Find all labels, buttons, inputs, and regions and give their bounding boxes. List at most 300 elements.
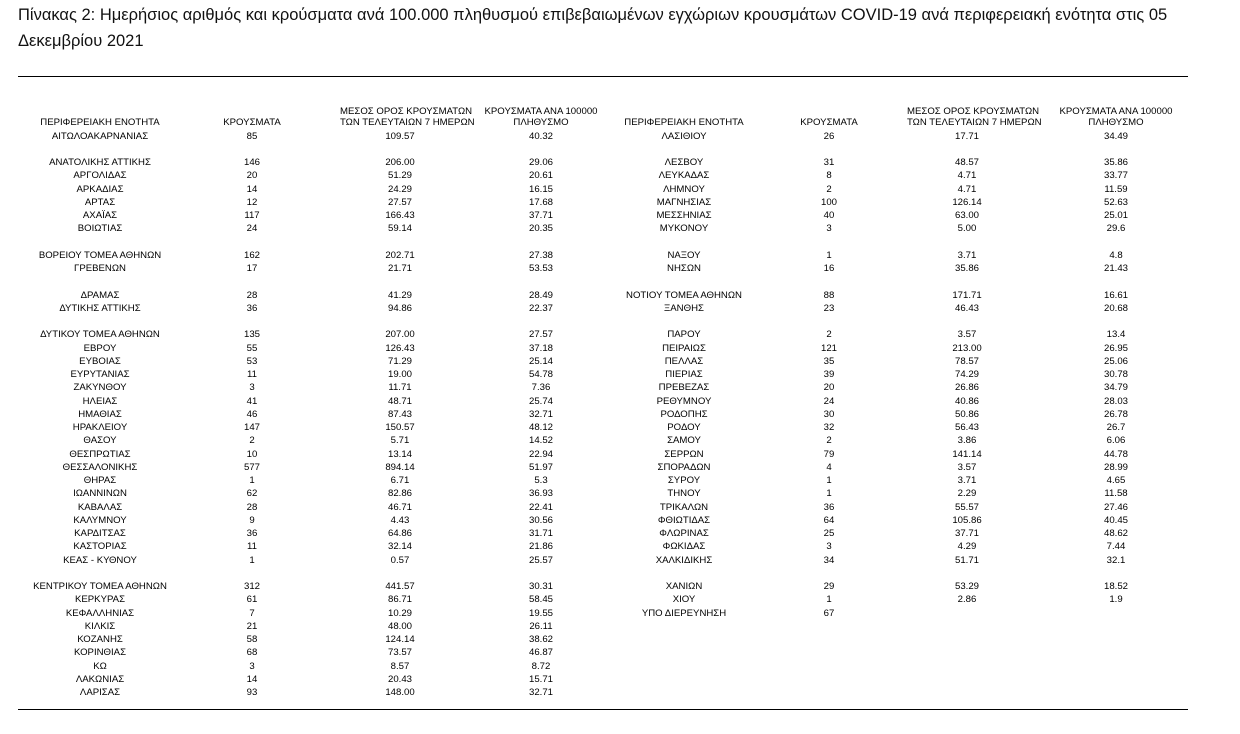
right-row-region: ΛΗΜΝΟΥ <box>663 183 705 195</box>
left-row-cases: 24 <box>246 223 258 235</box>
right-row-per100k: 27.46 <box>1103 501 1128 513</box>
right-row-region: ΦΩΚΙΔΑΣ <box>662 541 706 553</box>
right-row-cases: 2 <box>826 183 832 195</box>
right-row-avg7: 48.57 <box>954 157 979 168</box>
left-row-cases: 1 <box>249 475 255 486</box>
left-row-per100k: 21.86 <box>528 541 553 553</box>
right-row-avg7: 171.71 <box>952 289 982 301</box>
left-row-cases: 61 <box>246 594 258 606</box>
left-row-per100k: 19.55 <box>528 607 553 619</box>
right-row-cases: 4 <box>826 461 832 473</box>
left-row-per100k: 38.62 <box>528 634 553 645</box>
left-row-avg7: 0.57 <box>390 554 410 566</box>
right-header-cases <box>769 104 889 128</box>
left-row-avg7: 166.43 <box>385 210 415 221</box>
left-row-region: ΒΟΡΕΙΟΥ ΤΟΜΕΑ ΑΘΗΝΩΝ <box>38 249 162 261</box>
right-row-avg7: 2.29 <box>957 488 977 500</box>
header-line: ΤΩΝ ΤΕΛΕΥΤΑΙΩΝ 7 ΗΜΕΡΩΝ <box>340 117 475 128</box>
left-row-region: ΗΜΑΘΙΑΣ <box>78 408 122 420</box>
left-row-per100k: 22.37 <box>528 302 553 314</box>
right-row-region: ΝΑΞΟΥ <box>667 249 701 261</box>
left-row-per100k: 22.41 <box>528 501 553 513</box>
right-row-region: ΤΗΝΟΥ <box>667 488 701 500</box>
left-row-region: ΑΝΑΤΟΛΙΚΗΣ ΑΤΤΙΚΗΣ <box>49 157 151 168</box>
header-line: ΚΡΟΥΣΜΑΤΑ ΑΝΑ 100000 <box>1059 106 1173 117</box>
right-row-cases: 2 <box>826 435 832 447</box>
left-row-per100k: 28.49 <box>528 289 553 301</box>
left-row-per100k: 26.11 <box>529 620 553 632</box>
left-row-region: ΚΕΑΣ - ΚΥΘΝΟΥ <box>63 554 137 566</box>
right-row-cases: 20 <box>823 382 835 394</box>
right-row-cases: 24 <box>823 395 835 407</box>
left-row-avg7: 86.71 <box>387 594 412 606</box>
left-row-cases: 3 <box>249 660 255 672</box>
left-row-cases: 46 <box>246 408 258 420</box>
right-row-cases: 3 <box>826 541 832 553</box>
left-row-per100k: 51.97 <box>528 461 553 473</box>
left-row-region: ΚΑΡΔΙΤΣΑΣ <box>74 528 126 539</box>
left-row-avg7: 24.29 <box>387 183 412 195</box>
left-row-avg7: 894.14 <box>385 461 415 473</box>
right-row-avg7: 50.86 <box>954 408 979 420</box>
right-row-avg7: 3.57 <box>957 329 977 341</box>
right-row-per100k: 48.62 <box>1103 528 1128 539</box>
right-header-region <box>584 104 784 128</box>
left-row-cases: 147 <box>243 422 260 433</box>
left-row-per100k: 14.52 <box>528 435 553 447</box>
left-row-region: ΛΑΡΙΣΑΣ <box>79 687 121 698</box>
left-row-region: ΑΡΤΑΣ <box>84 196 116 208</box>
left-row-per100k: 25.57 <box>528 554 553 566</box>
right-row-cases: 121 <box>820 342 837 354</box>
right-row-region: ΣΕΡΡΩΝ <box>664 448 704 460</box>
right-row-region: ΝΗΣΩΝ <box>667 263 701 274</box>
header-line: ΚΡΟΥΣΜΑΤΑ <box>223 117 281 128</box>
left-row-avg7: 124.14 <box>385 634 415 645</box>
left-row-region: ΗΡΑΚΛΕΙΟΥ <box>72 422 128 433</box>
left-row-cases: 55 <box>246 342 258 354</box>
header-line: ΚΡΟΥΣΜΑΤΑ ΑΝΑ 100000 <box>484 106 598 117</box>
left-row-cases: 2 <box>249 435 255 447</box>
left-row-cases: 146 <box>243 157 260 168</box>
left-row-cases: 11 <box>247 369 257 380</box>
header-line: ΚΡΟΥΣΜΑΤΑ <box>800 117 858 128</box>
left-row-cases: 58 <box>246 634 258 645</box>
right-row-avg7: 74.29 <box>954 369 979 380</box>
left-row-region: ΘΕΣΠΡΩΤΙΑΣ <box>69 448 131 460</box>
right-row-region: ΧΑΛΚΙΔΙΚΗΣ <box>655 554 713 566</box>
left-row-avg7: 207.00 <box>385 329 415 341</box>
right-row-cases: 23 <box>823 302 835 314</box>
left-row-per100k: 37.18 <box>528 342 553 354</box>
right-row-per100k: 26.78 <box>1103 408 1128 420</box>
left-row-per100k: 53.53 <box>528 263 553 274</box>
left-row-cases: 7 <box>249 607 255 619</box>
left-row-region: ΘΗΡΑΣ <box>83 475 117 486</box>
right-row-cases: 16 <box>823 263 835 274</box>
right-row-per100k: 26.95 <box>1103 342 1128 354</box>
right-row-region: ΠΕΛΛΑΣ <box>664 355 704 367</box>
left-row-cases: 85 <box>246 130 258 142</box>
left-row-per100k: 32.71 <box>528 408 553 420</box>
right-row-cases: 79 <box>823 448 835 460</box>
left-row-per100k: 16.15 <box>528 183 553 195</box>
right-row-cases: 25 <box>823 528 835 539</box>
header-line: ΜΕΣΟΣ ΟΡΟΣ ΚΡΟΥΣΜΑΤΩΝ <box>907 106 1040 117</box>
right-row-per100k: 7.44 <box>1106 541 1126 553</box>
left-row-region: ΕΥΒΟΙΑΣ <box>79 355 121 367</box>
left-row-per100k: 8.72 <box>531 660 551 672</box>
left-row-cases: 28 <box>246 501 258 513</box>
left-row-per100k: 22.94 <box>528 448 553 460</box>
left-row-avg7: 5.71 <box>390 435 410 447</box>
left-row-avg7: 51.29 <box>387 170 412 182</box>
left-row-avg7: 82.86 <box>387 488 412 500</box>
left-row-avg7: 71.29 <box>387 355 412 367</box>
right-row-region: ΞΑΝΘΗΣ <box>664 302 704 314</box>
left-row-per100k: 25.14 <box>528 355 553 367</box>
right-row-per100k: 6.06 <box>1106 435 1126 447</box>
left-row-per100k: 40.32 <box>528 130 553 142</box>
left-row-per100k: 15.71 <box>528 673 553 685</box>
left-row-cases: 3 <box>249 382 255 394</box>
left-row-region: ΚΑΛΥΜΝΟΥ <box>73 514 127 526</box>
right-row-region: ΣΠΟΡΑΔΩΝ <box>657 461 711 473</box>
left-row-per100k: 30.31 <box>528 581 553 592</box>
left-row-cases: 28 <box>246 289 258 301</box>
right-row-region: ΧΙΟΥ <box>672 594 696 606</box>
left-row-avg7: 21.71 <box>387 263 412 274</box>
left-row-per100k: 48.12 <box>528 422 553 433</box>
right-row-avg7: 4.71 <box>957 170 977 182</box>
right-row-cases: 2 <box>826 329 832 341</box>
left-row-per100k: 58.45 <box>528 594 553 606</box>
left-row-per100k: 37.71 <box>528 210 553 221</box>
header-line: ΜΕΣΟΣ ΟΡΟΣ ΚΡΟΥΣΜΑΤΩΝ <box>340 106 473 117</box>
right-row-avg7: 3.71 <box>957 249 977 261</box>
right-row-avg7: 53.29 <box>954 581 979 592</box>
left-row-avg7: 6.71 <box>390 475 410 486</box>
header-line: ΠΕΡΙΦΕΡΕΙΑΚΗ ΕΝΟΤΗΤΑ <box>40 117 160 128</box>
left-row-region: ΘΕΣΣΑΛΟΝΙΚΗΣ <box>62 461 138 473</box>
left-row-region: ΚΕΦΑΛΛΗΝΙΑΣ <box>65 607 135 619</box>
left-row-region: ΚΟΡΙΝΘΙΑΣ <box>73 647 127 659</box>
right-row-region: ΠΙΕΡΙΑΣ <box>665 369 703 380</box>
right-row-cases: 31 <box>823 157 835 168</box>
right-row-cases: 100 <box>820 196 837 208</box>
left-row-cases: 36 <box>246 528 258 539</box>
right-row-per100k: 16.61 <box>1103 289 1128 301</box>
left-row-avg7: 8.57 <box>390 660 410 672</box>
right-row-cases: 35 <box>823 355 835 367</box>
left-row-avg7: 41.29 <box>387 289 412 301</box>
right-row-per100k: 11.58 <box>1104 488 1128 500</box>
right-row-per100k: 44.78 <box>1103 448 1128 460</box>
right-row-per100k: 1.9 <box>1109 594 1123 606</box>
left-row-region: ΔΡΑΜΑΣ <box>80 289 120 301</box>
left-row-avg7: 150.57 <box>385 422 415 433</box>
left-row-avg7: 94.86 <box>387 302 412 314</box>
left-row-cases: 21 <box>246 620 258 632</box>
left-row-per100k: 31.71 <box>528 528 553 539</box>
left-row-region: ΚΙΛΚΙΣ <box>84 620 116 632</box>
left-row-per100k: 30.56 <box>528 514 553 526</box>
right-row-avg7: 46.43 <box>954 302 979 314</box>
left-row-cases: 135 <box>243 329 260 341</box>
left-row-avg7: 202.71 <box>385 249 415 261</box>
left-header-cases <box>192 104 312 128</box>
left-row-avg7: 46.71 <box>387 501 412 513</box>
left-row-avg7: 441.57 <box>385 581 415 592</box>
left-row-avg7: 59.14 <box>387 223 412 235</box>
right-row-avg7: 63.00 <box>954 210 979 221</box>
right-row-cases: 32 <box>823 422 835 433</box>
right-row-cases: 3 <box>826 223 832 235</box>
right-row-avg7: 51.71 <box>954 554 979 566</box>
left-row-region: ΑΡΚΑΔΙΑΣ <box>76 183 124 195</box>
left-row-per100k: 7.36 <box>531 382 551 394</box>
right-row-per100k: 32.1 <box>1106 554 1126 566</box>
right-row-per100k: 34.49 <box>1103 130 1128 142</box>
header-line: ΠΛΗΘΥΣΜΟ <box>1088 117 1144 128</box>
left-row-cases: 10 <box>246 448 258 460</box>
left-row-region: ΚΑΣΤΟΡΙΑΣ <box>73 541 127 553</box>
left-row-cases: 1 <box>249 554 255 566</box>
right-row-per100k: 28.03 <box>1103 395 1128 407</box>
left-row-per100k: 54.78 <box>528 369 553 380</box>
left-row-avg7: 4.43 <box>390 514 410 526</box>
right-row-avg7: 4.71 <box>957 183 977 195</box>
left-row-region: ΔΥΤΙΚΟΥ ΤΟΜΕΑ ΑΘΗΝΩΝ <box>40 329 160 341</box>
right-row-region: ΦΘΙΩΤΙΔΑΣ <box>657 514 711 526</box>
right-row-cases: 1 <box>826 488 832 500</box>
right-row-avg7: 17.71 <box>954 130 979 142</box>
right-row-per100k: 4.8 <box>1109 249 1123 261</box>
right-row-avg7: 4.29 <box>957 541 977 553</box>
left-row-region: ΒΟΙΩΤΙΑΣ <box>77 223 123 235</box>
right-row-avg7: 56.43 <box>954 422 979 433</box>
left-row-cases: 14 <box>246 183 258 195</box>
left-row-cases: 117 <box>244 210 260 221</box>
right-row-cases: 1 <box>826 249 832 261</box>
right-row-region: ΣΑΜΟΥ <box>667 435 701 447</box>
left-row-cases: 12 <box>246 196 258 208</box>
left-row-avg7: 10.29 <box>387 607 412 619</box>
right-row-cases: 1 <box>826 475 832 486</box>
left-row-avg7: 206.00 <box>385 157 415 168</box>
right-row-cases: 34 <box>823 554 835 566</box>
right-row-per100k: 35.86 <box>1103 157 1128 168</box>
bottom-rule <box>18 709 1188 710</box>
right-row-cases: 36 <box>823 501 835 513</box>
right-row-region: ΛΕΣΒΟΥ <box>664 157 704 168</box>
left-header-avg7 <box>340 104 475 128</box>
right-row-avg7: 37.71 <box>954 528 979 539</box>
right-row-avg7: 3.86 <box>957 435 977 447</box>
left-row-cases: 9 <box>249 514 255 526</box>
right-row-cases: 1 <box>826 594 832 606</box>
left-row-avg7: 126.43 <box>385 342 415 354</box>
left-row-per100k: 36.93 <box>528 488 553 500</box>
left-row-region: ΛΑΚΩΝΙΑΣ <box>75 673 125 685</box>
right-row-per100k: 40.45 <box>1103 514 1128 526</box>
left-row-region: ΑΧΑΪΑΣ <box>82 210 118 221</box>
right-row-region: ΧΑΝΙΩΝ <box>665 581 703 592</box>
left-row-per100k: 20.61 <box>528 170 553 182</box>
left-row-cases: 17 <box>246 263 258 274</box>
left-row-region: ΘΑΣΟΥ <box>83 435 117 447</box>
right-row-cases: 40 <box>823 210 835 221</box>
right-row-per100k: 26.7 <box>1106 422 1126 433</box>
left-row-avg7: 11.71 <box>388 382 412 394</box>
left-row-cases: 53 <box>246 355 258 367</box>
right-row-region: ΤΡΙΚΑΛΩΝ <box>659 501 709 513</box>
right-row-avg7: 5.00 <box>957 223 977 235</box>
right-row-region: ΣΥΡΟΥ <box>667 475 701 486</box>
table-caption: Πίνακας 2: Ημερήσιος αριθμός και κρούσματα ανά 100.000 πληθυσμού επιβεβαιωμένων εγχώριων κρουσμάτων COVID-19 ανά περιφερειακή ενότητα στις 05 Δεκεμβρίου 2021 <box>18 6 1168 50</box>
left-row-per100k: 29.06 <box>528 157 553 168</box>
left-row-avg7: 20.43 <box>387 673 412 685</box>
left-row-cases: 36 <box>246 302 258 314</box>
left-row-region: ΓΡΕΒΕΝΩΝ <box>74 263 126 274</box>
left-row-region: ΚΟΖΑΝΗΣ <box>77 634 123 645</box>
right-header-per100k <box>1056 104 1176 128</box>
header-line: ΠΛΗΘΥΣΜΟ <box>513 117 569 128</box>
left-header-per100k <box>481 104 601 128</box>
right-row-cases: 64 <box>823 514 835 526</box>
right-row-avg7: 2.86 <box>957 594 977 606</box>
header-line: ΠΕΡΙΦΕΡΕΙΑΚΗ ΕΝΟΤΗΤΑ <box>624 117 744 128</box>
left-row-avg7: 64.86 <box>387 528 412 539</box>
right-row-region: ΥΠΟ ΔΙΕΡΕΥΝΗΣΗ <box>641 607 727 619</box>
right-row-region: ΠΕΙΡΑΙΩΣ <box>662 342 706 354</box>
right-row-per100k: 52.63 <box>1103 196 1128 208</box>
left-row-avg7: 48.71 <box>387 395 412 407</box>
right-row-per100k: 18.52 <box>1103 581 1128 592</box>
left-row-region: ΚΕΝΤΡΙΚΟΥ ΤΟΜΕΑ ΑΘΗΝΩΝ <box>33 581 167 592</box>
right-row-per100k: 20.68 <box>1103 302 1128 314</box>
right-row-cases: 88 <box>823 289 835 301</box>
left-row-cases: 11 <box>247 541 257 553</box>
right-row-region: ΠΡΕΒΕΖΑΣ <box>658 382 710 394</box>
right-row-region: ΡΟΔΟΠΗΣ <box>660 408 708 420</box>
left-row-region: ΑΡΓΟΛΙΔΑΣ <box>73 170 127 182</box>
right-row-per100k: 28.99 <box>1103 461 1128 473</box>
left-row-cases: 68 <box>246 647 258 659</box>
left-row-avg7: 19.00 <box>387 369 412 380</box>
left-row-cases: 312 <box>243 581 260 592</box>
right-row-per100k: 13.4 <box>1106 329 1126 341</box>
left-header-region <box>0 104 200 128</box>
left-row-per100k: 27.38 <box>528 249 553 261</box>
right-row-cases: 8 <box>826 170 832 182</box>
right-row-region: ΡΟΔΟΥ <box>667 422 701 433</box>
right-row-per100k: 11.59 <box>1104 183 1128 195</box>
right-row-per100k: 25.01 <box>1103 210 1128 221</box>
right-row-region: ΡΕΘΥΜΝΟΥ <box>656 395 712 407</box>
left-row-per100k: 25.74 <box>528 395 553 407</box>
right-row-avg7: 213.00 <box>952 342 982 354</box>
right-row-region: ΝΟΤΙΟΥ ΤΟΜΕΑ ΑΘΗΝΩΝ <box>626 289 742 301</box>
right-row-cases: 67 <box>823 607 835 619</box>
left-row-avg7: 109.57 <box>385 130 415 142</box>
left-row-avg7: 32.14 <box>387 541 412 553</box>
left-row-region: ΑΙΤΩΛΟΑΚΑΡΝΑΝΙΑΣ <box>51 130 149 142</box>
right-row-per100k: 25.06 <box>1103 355 1128 367</box>
left-row-per100k: 32.71 <box>528 687 553 698</box>
left-row-avg7: 87.43 <box>387 408 412 420</box>
left-row-cases: 14 <box>246 673 258 685</box>
right-row-avg7: 105.86 <box>952 514 982 526</box>
left-row-per100k: 17.68 <box>528 196 553 208</box>
right-row-per100k: 21.43 <box>1103 263 1128 274</box>
left-row-region: ΔΥΤΙΚΗΣ ΑΤΤΙΚΗΣ <box>59 302 141 314</box>
left-row-per100k: 46.87 <box>528 647 553 659</box>
right-row-cases: 39 <box>823 369 835 380</box>
right-row-per100k: 4.65 <box>1106 475 1126 486</box>
left-row-cases: 577 <box>243 461 260 473</box>
left-row-region: ΚΩ <box>93 660 107 672</box>
right-header-avg7 <box>907 104 1042 128</box>
right-row-per100k: 34.79 <box>1103 382 1128 394</box>
right-row-avg7: 78.57 <box>954 355 979 367</box>
left-row-per100k: 27.57 <box>528 329 553 341</box>
left-row-region: ΚΕΡΚΥΡΑΣ <box>74 594 125 606</box>
left-row-region: ΙΩΑΝΝΙΝΩΝ <box>73 488 127 500</box>
left-row-avg7: 13.14 <box>387 448 412 460</box>
left-row-avg7: 27.57 <box>387 196 412 208</box>
top-rule <box>18 76 1188 77</box>
right-row-region: ΜΑΓΝΗΣΙΑΣ <box>656 196 712 208</box>
right-row-region: ΛΑΣΙΘΙΟΥ <box>661 130 707 142</box>
left-row-region: ΚΑΒΑΛΑΣ <box>77 501 123 513</box>
left-row-cases: 41 <box>246 395 258 407</box>
right-row-region: ΜΕΣΣΗΝΙΑΣ <box>656 210 712 221</box>
right-row-avg7: 26.86 <box>954 382 979 394</box>
left-row-per100k: 20.35 <box>528 223 553 235</box>
left-row-avg7: 48.00 <box>387 620 412 632</box>
left-row-cases: 20 <box>246 170 258 182</box>
right-row-avg7: 3.71 <box>957 475 977 486</box>
left-row-cases: 93 <box>246 687 258 698</box>
right-row-per100k: 29.6 <box>1106 223 1126 235</box>
left-row-avg7: 73.57 <box>387 647 412 659</box>
right-row-avg7: 55.57 <box>954 501 979 513</box>
left-row-region: ΖΑΚΥΝΘΟΥ <box>73 382 127 394</box>
left-row-region: ΕΥΡΥΤΑΝΙΑΣ <box>70 369 130 380</box>
right-row-region: ΦΛΩΡΙΝΑΣ <box>659 528 709 539</box>
right-row-avg7: 40.86 <box>954 395 979 407</box>
left-row-avg7: 148.00 <box>385 687 415 698</box>
right-row-avg7: 35.86 <box>954 263 979 274</box>
left-row-region: ΗΛΕΙΑΣ <box>82 395 118 407</box>
left-row-cases: 62 <box>246 488 258 500</box>
right-row-avg7: 3.57 <box>957 461 977 473</box>
right-row-avg7: 141.14 <box>952 448 982 460</box>
right-row-avg7: 126.14 <box>952 196 982 208</box>
right-row-cases: 29 <box>823 581 835 592</box>
right-row-per100k: 30.78 <box>1103 369 1128 380</box>
right-row-region: ΛΕΥΚΑΔΑΣ <box>658 170 710 182</box>
header-line: ΤΩΝ ΤΕΛΕΥΤΑΙΩΝ 7 ΗΜΕΡΩΝ <box>907 117 1042 128</box>
left-row-cases: 162 <box>243 249 260 261</box>
left-row-per100k: 5.3 <box>534 475 548 486</box>
right-row-cases: 30 <box>823 408 835 420</box>
right-row-per100k: 33.77 <box>1103 170 1128 182</box>
right-row-cases: 26 <box>823 130 835 142</box>
right-row-region: ΠΑΡΟΥ <box>667 329 701 341</box>
right-row-region: ΜΥΚΟΝΟΥ <box>659 223 709 235</box>
